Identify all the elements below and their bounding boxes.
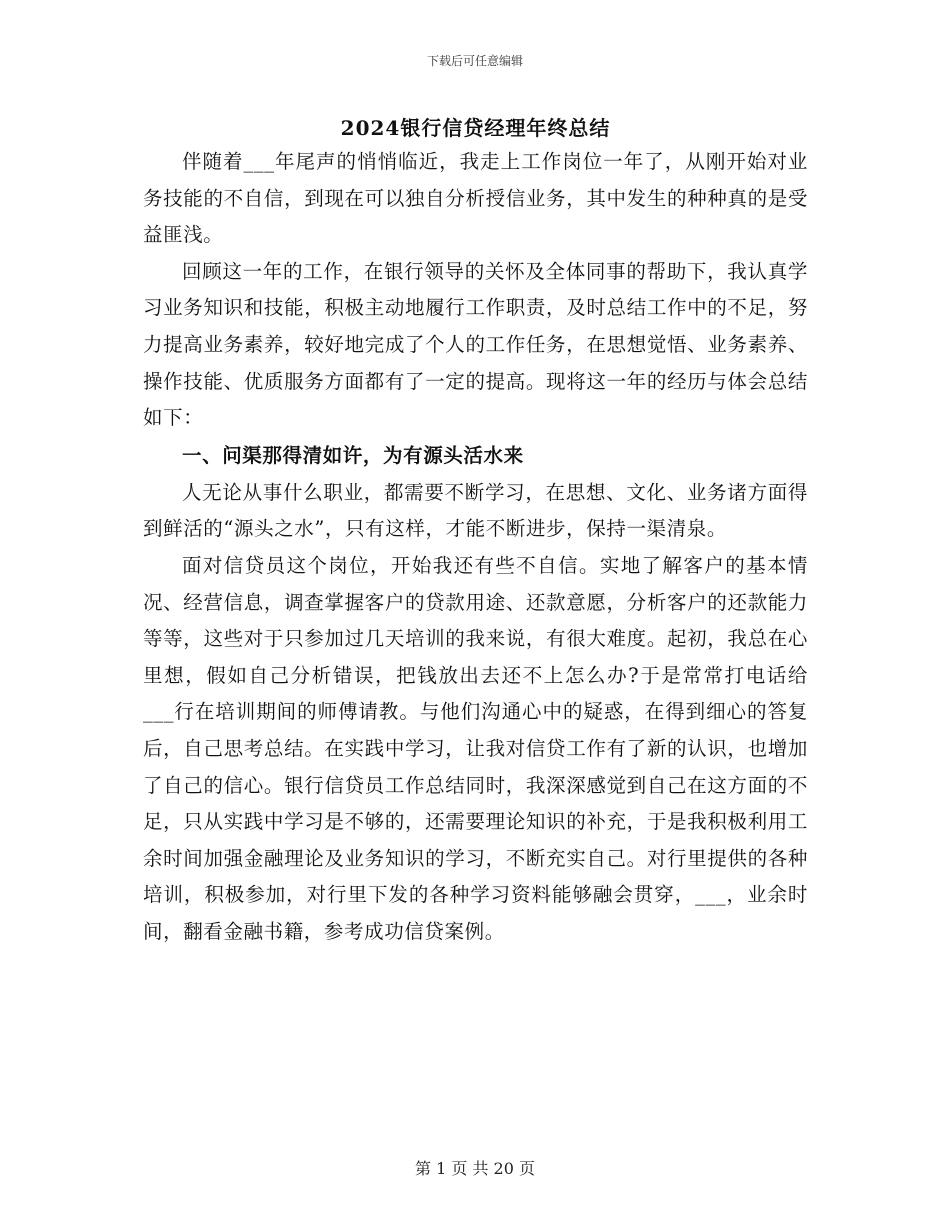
paragraph-intro: 伴随着___年尾声的悄悄临近，我走上工作岗位一年了，从刚开始对业务技能的不自信，到现在可以独自分析授信业务，其中发生的种种真的是受益匪浅。 <box>143 150 808 247</box>
header-note: 下载后可任意编辑 <box>426 54 523 68</box>
page-number: 第 1 页 共 20 页 <box>415 1159 535 1178</box>
paragraph-review: 回顾这一年的工作，在银行领导的关怀及全体同事的帮助下，我认真学习业务知识和技能，积极主动地履行工作职责，及时总结工作中的不足，努力提高业务素养，较好地完成了个人的工作任务，在思想觉悟、业务素养、操作技能、优质服务方面都有了一定的提高。现将这一年的经历与体会总结如下： <box>143 259 808 430</box>
document-body <box>143 112 808 950</box>
paragraph-experience: 面对信贷员这个岗位，开始我还有些不自信。实地了解客户的基本情况、经营信息，调查掌握客户的贷款用途、还款意愿，分析客户的还款能力等等，这些对于只参加过几天培训的我来说，有很大难度。起初，我总在心里想，假如自己分析错误，把钱放出去还不上怎么办?于是常常打电话给___行在培训期间的师傅请教。与他们沟通心中的疑惑，在得到细心的答复后，自己思考总结。在实践中学习，让我对信贷工作有了新的认识，也增加了自己的信心。银行信贷员工作总结同时，我深深感觉到自己在这方面的不足，只从实践中学习是不够的，还需要理论知识的补充，于是我积极利用工余时间加强金融理论及业务知识的学习，不断充实自己。对行里提供的各种培训，积极参加，对行里下发的各种学习资料能够融会贯穿，___，业余时间，翻看金融书籍，参考成功信贷案例。 <box>143 553 808 943</box>
document-title: 2024银行信贷经理年终总结 <box>340 116 611 140</box>
section-heading: 一、问渠那得清如许，为有源头活水来 <box>182 443 524 467</box>
paragraph-learning: 人无论从事什么职业，都需要不断学习，在思想、文化、业务诸方面得到鲜活的“源头之水”，只有这样，才能不断进步，保持一渠清泉。 <box>143 480 808 541</box>
